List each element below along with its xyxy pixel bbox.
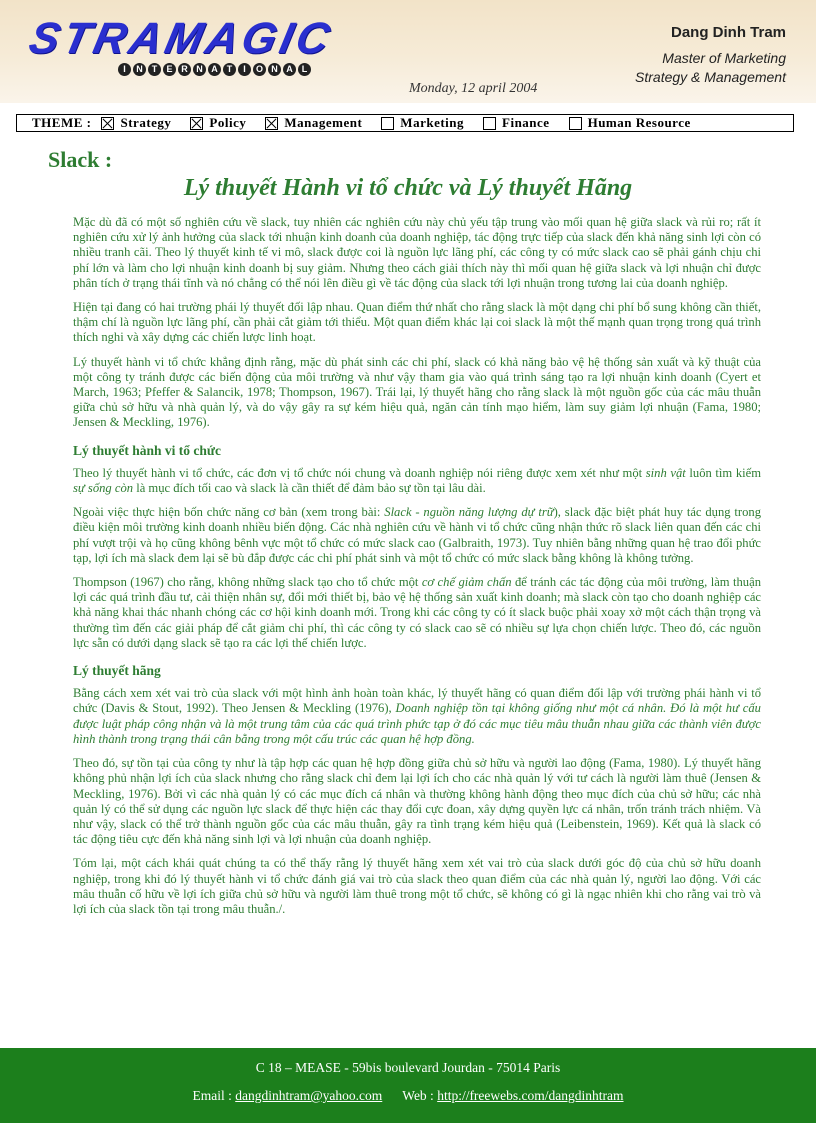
logo-letter: R	[178, 63, 191, 76]
logo-letter: A	[283, 63, 296, 76]
paragraph: Bằng cách xem xét vai trò của slack với một hình ảnh hoàn toàn khác, lý thuyết hãng có quan điểm đối lập với trường phái hành vi tổ chức (Davis & Stout, 1992). Theo Jensen & Meckling (1976), Doanh nghiệp tồn tại không giống như một cá nhân. Đó là một hư cấu được luật pháp công nhận và là một trung tâm của các quá trình phức tạp ở đó các mục tiêu mâu thuẫn nhau giữa các thành viên được hình thành trong trạng thái cân bằng trong một cấu trúc các quan hệ hợp đồng.	[73, 686, 761, 746]
paragraph: Lý thuyết hành vi tổ chức khẳng định rằng, mặc dù phát sinh các chi phí, slack có khả năng bảo vệ hệ thống sản xuất và kỹ thuật của một công ty tránh được các biến động của môi trường và như vậy tham gia vào quá trình sáng tạo ra lợi nhuận kinh doanh (Cyert et March, 1963; Pfeffer & Salancik, 1978; Thompson, 1967). Trái lại, lý thuyết hãng cho rằng slack là một nguồn gốc của các mâu thuẫn giữa chủ sở hữu và nhà quản lý, và do vậy gây ra sự kém hiệu quả, ngăn cản tính mạo hiểm, làm suy giảm lợi nhuận (Fama, 1980; Jensen & Meckling, 1976).	[73, 354, 761, 430]
checkbox[interactable]	[190, 117, 203, 130]
logo-letter: N	[133, 63, 146, 76]
logo-letter: E	[163, 63, 176, 76]
page-header	[0, 0, 816, 103]
checkbox[interactable]	[265, 117, 278, 130]
paragraph: Tóm lại, một cách khái quát chúng ta có thể thấy rằng lý thuyết hãng xem xét vai trò của slack dưới góc độ của chủ sở hữu doanh nghiệp, trong khi đó lý thuyết hành vi tổ chức đánh giá vai trò của slack theo quan điểm của các nhà quản lý, người lao động. Với các mâu thuẫn cố hữu về lợi ích giữa chủ sở hữu và người làm thuê trong một tổ chức, sẽ không có gì là ngạc nhiên khi cho rằng vai trò và lợi ích của slack tồn tại trong mâu thuẫn./.	[73, 856, 761, 916]
logo-letter: T	[223, 63, 236, 76]
author-title-2: Strategy & Management	[635, 69, 786, 85]
theme-option-human-resource[interactable]: Human Resource	[569, 115, 691, 131]
checkbox[interactable]	[569, 117, 582, 130]
author-name: Dang Dinh Tram	[670, 24, 786, 41]
logo-subtitle	[118, 63, 311, 79]
paragraph: Theo đó, sự tồn tại của công ty như là tập hợp các quan hệ hợp đồng giữa chủ sở hữu và người lao động (Fama, 1980). Lý thuyết hãng không phủ nhận lợi ích của slack nhưng cho rằng slack chỉ đem lại lợi ích cho các nhà quản lý với tư cách là người làm thuê (Jensen & Meckling, 1976). Bởi vì các nhà quản lý có các mục đích cá nhân và thường không hành động theo mục đích của chủ sở hữu; các nhà quản lý có thể sử dụng các nguồn lực slack để thực hiện các thay đổi cực đoan, xây dựng quyền lực cá nhân, trốn tránh trách nhiệm. Và như vậy, slack có thể trở thành nguồn gốc của các mâu thuẫn, gây ra tình trạng kém hiệu quả (Leibenstein, 1969). Kết quả là slack có tác động tiêu cực đến khả năng sinh lợi và lợi nhuận của doanh nghiệp.	[73, 756, 761, 847]
paragraph: Thompson (1967) cho rằng, không những slack tạo cho tổ chức một cơ chế giảm chấn để tránh các tác động của môi trường, làm thuận lợi các quá trình đầu tư, cải thiện nhân sự, đổi mới thiết bị, bảo vệ hệ thống sản xuất kinh doanh; mà slack còn tạo cho doanh nghiệp các khả năng khai thác nhanh chóng các cơ hội kinh doanh mới. Trong khi các công ty có ít slack buộc phải xoay xở một cách thận trọng và thường tìm đến các giải pháp để cắt giảm chi phí, thì các công ty có slack cao sẽ có nhiều sự lựa chọn chiến lược. Theo đó, các nguồn lực sẵn có dưới dạng slack sẽ tạo ra các lợi thế chiến lược.	[73, 575, 761, 650]
theme-option-marketing[interactable]: Marketing	[381, 115, 464, 131]
checkbox[interactable]	[101, 117, 114, 130]
logo-letter: O	[253, 63, 266, 76]
logo-letter: N	[193, 63, 206, 76]
stramagic-logo: STRAMAGIC	[24, 14, 338, 63]
paragraph: Hiện tại đang có hai trường phái lý thuyết đối lập nhau. Quan điểm thứ nhất cho rằng slack là một dạng chi phí bổ sung không cần thiết, thậm chí là nguồn lực lãng phí, cần phải cắt giảm tới thiểu. Một quan điểm khác lại coi slack là một thế mạnh quan trọng trong quá trình thích nghi và xây dựng các chiến lược linh hoạt.	[73, 300, 761, 345]
theme-label: THEME :	[32, 115, 92, 130]
section-heading: Lý thuyết hành vi tổ chức	[73, 442, 221, 458]
theme-bar	[16, 114, 794, 132]
author-title-1: Master of Marketing	[662, 50, 786, 66]
footer-contact: Email : dangdinhtram@yahoo.com Web : http://freewebs.com/dangdinhtram	[192, 1088, 624, 1103]
checkbox[interactable]	[381, 117, 394, 130]
logo-letter: T	[148, 63, 161, 76]
checkbox[interactable]	[483, 117, 496, 130]
paragraph: Mặc dù đã có một số nghiên cứu về slack, tuy nhiên các nghiên cứu này chủ yếu tập trung vào mối quan hệ giữa slack và rủi ro; rất ít nghiên cứu xử lý ảnh hưởng của slack tới nhuận kinh doanh của doanh nghiệp, tác động trực tiếp của slack đến khả năng sinh lợi còn có nhiều tranh cãi. Theo lý thuyết kinh tế vi mô, slack được coi là nguồn lực lãng phí, các công ty có mức slack cao sẽ phải gánh chịu chi phí lớn và làm cho lợi nhuận kinh doanh bị suy giảm. Nhưng theo cách giải thích này thì mối quan hệ giữa slack và lợi nhuận chỉ được phân tích ở trạng thái tĩnh và nó chẳng có thể nói lên điều gì về tác động của slack tới lợi nhuận trong tương lai của doanh nghiệp.	[73, 215, 761, 290]
theme-option-policy[interactable]: Policy	[190, 115, 246, 131]
theme-option-finance[interactable]: Finance	[483, 115, 550, 131]
document-date: Monday, 12 april 2004	[409, 81, 538, 96]
theme-option-management[interactable]: Management	[265, 115, 362, 131]
logo-letter: N	[268, 63, 281, 76]
logo-letter: I	[118, 63, 131, 76]
page-footer	[0, 1048, 816, 1123]
email-link[interactable]: dangdinhtram@yahoo.com	[235, 1088, 383, 1103]
logo-letter: A	[208, 63, 221, 76]
author-block	[635, 24, 786, 87]
logo-letter: I	[238, 63, 251, 76]
web-link[interactable]: http://freewebs.com/dangdinhtram	[437, 1088, 624, 1103]
theme-option-strategy[interactable]: Strategy	[101, 115, 171, 131]
article-body	[73, 215, 761, 926]
article-subtitle: Lý thuyết Hành vi tổ chức và Lý thuyết Hãng	[183, 175, 633, 201]
paragraph: Ngoài việc thực hiện bốn chức năng cơ bản (xem trong bài: Slack - nguồn năng lượng dự trữ), slack đặc biệt phát huy tác dụng trong điều kiện môi trường kinh doanh nhiều biến động. Các nhà nghiên cứu về hành vi tổ chức cũng nhận thức rõ slack liên quan đến các chi phí vượt trội và họ cũng không bênh vực một tổ chức có mức slack cao (Galbraith, 1973). Tuy nhiên bằng những quan hệ trao đổi phức tạp, lợi ích mà slack đem lại sẽ bù đắp được các chi phí phát sinh và một tổ chức có mức slack bằng không là không tưởng.	[73, 505, 761, 565]
article-title: Slack :	[48, 147, 113, 172]
logo-letter: L	[298, 63, 311, 76]
section-heading: Lý thuyết hãng	[73, 663, 161, 679]
footer-address: C 18 – MEASE - 59bis boulevard Jourdan - 75014 Paris	[255, 1060, 561, 1075]
paragraph: Theo lý thuyết hành vi tổ chức, các đơn vị tổ chức nói chung và doanh nghiệp nói riêng được xem xét như một sinh vật luôn tìm kiếm sự sống còn là mục đích tối cao và slack là cần thiết để đảm bảo sự tồn tại lâu dài.	[73, 465, 762, 496]
